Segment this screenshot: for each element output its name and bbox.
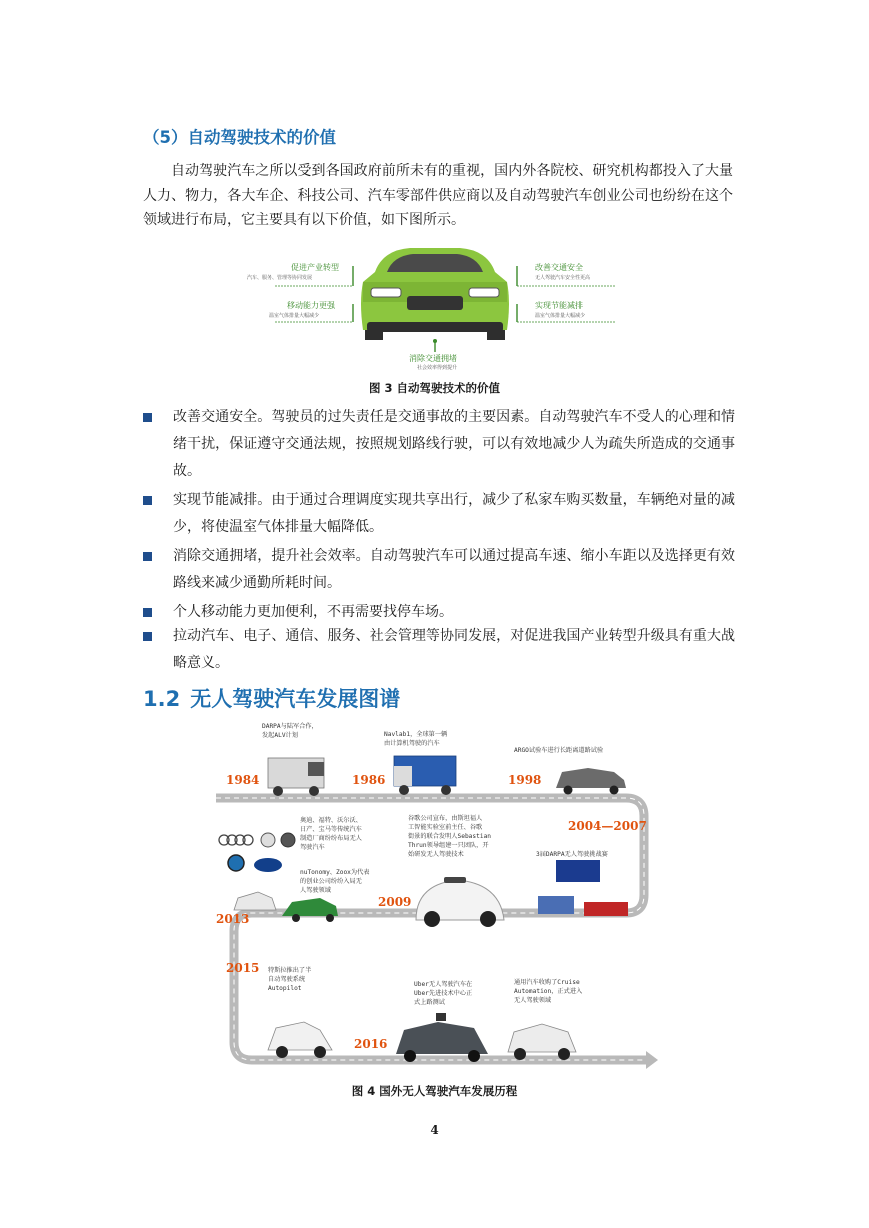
year-2013: 2013 xyxy=(216,912,250,926)
note-1984: DARPA与陆军合作， 发起ALV计划 xyxy=(262,723,318,739)
label-industry-sub: 汽车、服务、管理等协同发展 xyxy=(247,275,313,281)
square-bullet-icon xyxy=(143,496,152,505)
square-bullet-icon xyxy=(143,608,152,617)
vehicle-google-icon xyxy=(416,877,504,927)
square-bullet-icon xyxy=(143,632,152,641)
note-2004-2007: 3届DARPA无人驾驶挑战赛 xyxy=(536,851,608,858)
note-1998: ARGO试验车进行长距离道路试验 xyxy=(514,747,604,754)
vehicle-tesla-icon xyxy=(268,1022,332,1058)
brand-logos-icon xyxy=(219,833,295,872)
note-2013-startups: nuTonomy、Zoox为代表 的创业公司纷纷入局无 人驾驶领域 xyxy=(300,869,370,894)
list-item: 消除交通拥堵，提升社会效率。自动驾驶汽车可以通过提高车速、缩小车距以及选择更有效路线来减少通勤所耗时间。 xyxy=(143,543,735,597)
label-industry: 促进产业转型 xyxy=(291,263,339,272)
note-1986: Navlab1，全球第一辆 由计算机驾驶的汽车 xyxy=(384,731,448,747)
year-2015: 2015 xyxy=(226,961,260,975)
year-2016: 2016 xyxy=(354,1037,388,1051)
section-number: 1.2 xyxy=(143,687,181,711)
vehicle-darpa-icon xyxy=(538,860,628,916)
value-bullet-list xyxy=(143,404,735,679)
label-energy-sub: 温室气体排量大幅减少 xyxy=(535,313,586,319)
vehicle-uber-icon xyxy=(396,1013,488,1062)
vehicle-navlab-icon xyxy=(394,756,456,795)
label-safety: 改善交通安全 xyxy=(535,263,583,272)
year-2004-2007: 2004—2007 xyxy=(568,819,647,833)
page-number: 4 xyxy=(430,1123,439,1137)
square-bullet-icon xyxy=(143,413,152,422)
label-mobility: 移动能力更强 xyxy=(287,301,335,310)
year-2009: 2009 xyxy=(378,895,412,909)
label-congestion-sub: 社会效率得到提升 xyxy=(417,365,458,371)
square-bullet-icon xyxy=(143,552,152,561)
label-mobility-sub: 温室气体排量大幅减少 xyxy=(269,313,320,319)
figure-4-timeline xyxy=(212,720,660,1072)
label-safety-sub: 无人驾驶汽车安全性更高 xyxy=(535,275,591,281)
note-2016-gm: 通用汽车收购了Cruise Automation，正式进入 无人驾驶领域 xyxy=(514,979,583,1004)
list-item: 改善交通安全。驾驶员的过失责任是交通事故的主要因素。自动驾驶汽车不受人的心理和情绪干扰，保证遵守交通法规，按照规划路线行驶，可以有效地减少人为疏失所造成的交通事故。 xyxy=(143,404,735,485)
year-1986: 1986 xyxy=(352,773,386,787)
figure-4-caption: 图 4 国外无人驾驶汽车发展历程 xyxy=(351,1084,518,1098)
note-2015: 特斯拉推出了半 自动驾驶系统 Autopilot xyxy=(268,967,312,992)
label-energy: 实现节能减排 xyxy=(535,301,583,310)
label-congestion: 消除交通拥堵 xyxy=(409,354,457,363)
list-item: 个人移动能力更加便利，不再需要找停车场。 xyxy=(143,599,735,626)
car-illustration xyxy=(361,248,509,340)
intro-paragraph: 自动驾驶汽车之所以受到各国政府前所未有的重视，国内外各院校、研究机构都投入了大量人力、物力，各大车企、科技公司、汽车零部件供应商以及自动驾驶汽车创业公司也纷纷在这个领域进行布局，它主要具有以下价值，如下图所示。 xyxy=(143,163,733,228)
note-2009: 谷歌公司宣布，由斯坦福人 工智能实验室前主任、谷歌 街景的联合发明人Sebastian Thrun领导组建一只团队，开 始研发无人驾驶技术 xyxy=(408,815,492,858)
list-item: 实现节能减排。由于通过合理调度实现共享出行，减少了私家车购买数量，车辆绝对量的减少，将使温室气体排量大幅降低。 xyxy=(143,487,735,541)
year-1998: 1998 xyxy=(508,773,542,787)
vehicle-cruise-icon xyxy=(508,1024,576,1060)
year-1984: 1984 xyxy=(226,773,260,787)
section-heading xyxy=(143,683,400,713)
figure-3-diagram xyxy=(235,242,635,372)
list-item: 拉动汽车、电子、通信、服务、社会管理等协同发展，对促进我国产业转型升级具有重大战略意义。 xyxy=(143,623,735,677)
vehicle-argo-icon xyxy=(556,768,626,795)
note-2016-uber: Uber无人驾驶汽车在 Uber先进技术中心正 式上路测试 xyxy=(414,981,473,1006)
note-2013-automakers: 奥迪、福特、沃尔沃、 日产、宝马等传统汽车 制造厂商纷纷布局无人 驾驶汽车 xyxy=(300,817,362,851)
figure-3-caption: 图 3 自动驾驶技术的价值 xyxy=(368,381,500,395)
section-heading-title: 无人驾驶汽车发展图谱 xyxy=(190,687,401,711)
vehicle-alv-icon xyxy=(268,758,324,796)
section-title: （5）自动驾驶技术的价值 xyxy=(143,128,336,147)
